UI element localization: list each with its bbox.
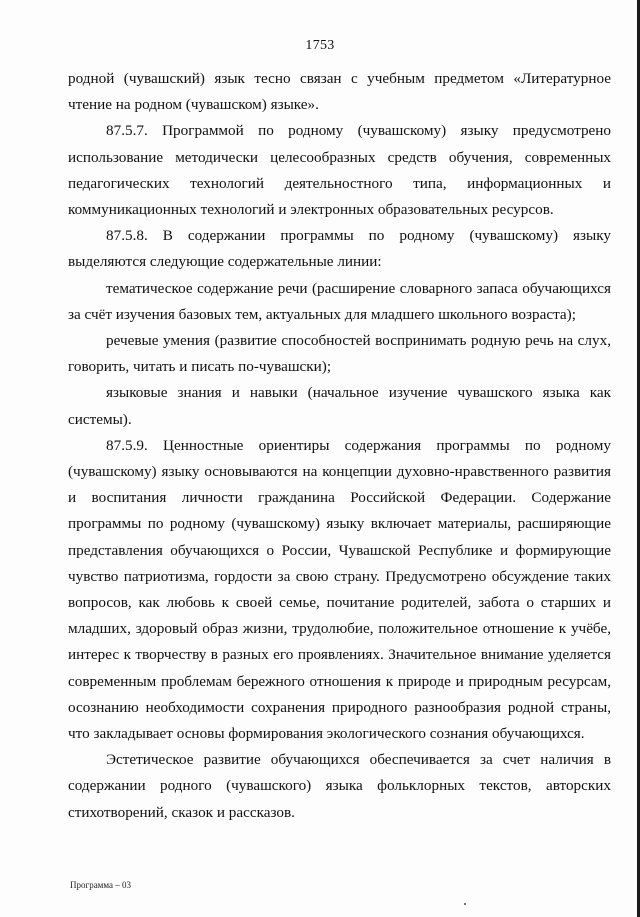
document-body: [68, 66, 611, 826]
paragraph-87-5-8: 87.5.8. В содержании программы по родному (чувашскому) языку выделяются следующие содержательные линии:: [68, 227, 611, 271]
paragraph-aesthetic-development: Эстетическое развитие обучающихся обеспечивается за счет наличия в содержании родного (чувашского) языка фольклорных текстов, авторских стихотворений, сказок и рассказов.: [68, 751, 611, 821]
footer-label: Программа – 03: [70, 880, 132, 890]
page-number: 1753: [305, 38, 335, 53]
scan-speck: [464, 903, 466, 905]
list-item-language-knowledge: языковые знания и навыки (начальное изучение чувашского языка как системы).: [68, 384, 611, 428]
paragraph-continuation: родной (чувашский) язык тесно связан с учебным предметом «Литературное чтение на родном (чувашском) языке».: [68, 70, 611, 114]
paragraph-87-5-9: 87.5.9. Ценностные ориентиры содержания программы по родному (чувашскому) языку основываются на концепции духовно-нравственного развития и воспитания личности гражданина Российской Федерации. Содержание программы по родному (чувашскому) языку включает материалы, расширяющие представления обучающихся о России, Чувашской Республике и формирующие чувство патриотизма, гордости за свою страну. Предусмотрено обсуждение таких вопросов, как любовь к своей семье, почитание родителей, забота о старших и младших, здоровый образ жизни, трудолюбие, положительное отношение к учёбе, интерес к творчеству в разных его проявлениях. Значительное внимание уделяется современным проблемам бережного отношения к природе и природным ресурсам, осознанию необходимости сохранения природного разнообразия родной страны, что закладывает основы формирования экологического сознания обучающихся.: [68, 436, 611, 743]
paragraph-87-5-7: 87.5.7. Программой по родному (чувашскому) языку предусмотрено использование методически целесообразных средств обучения, современных педагогических технологий деятельностного типа, информационных и коммуникационных технологий и электронных образовательных ресурсов.: [68, 122, 611, 219]
list-item-speech-content: тематическое содержание речи (расширение словарного запаса обучающихся за счёт изучения базовых тем, актуальных для младшего школьного возраста);: [68, 279, 611, 323]
list-item-speech-skills: речевые умения (развитие способностей воспринимать родную речь на слух, говорить, читать и писать по-чувашски);: [68, 332, 611, 376]
